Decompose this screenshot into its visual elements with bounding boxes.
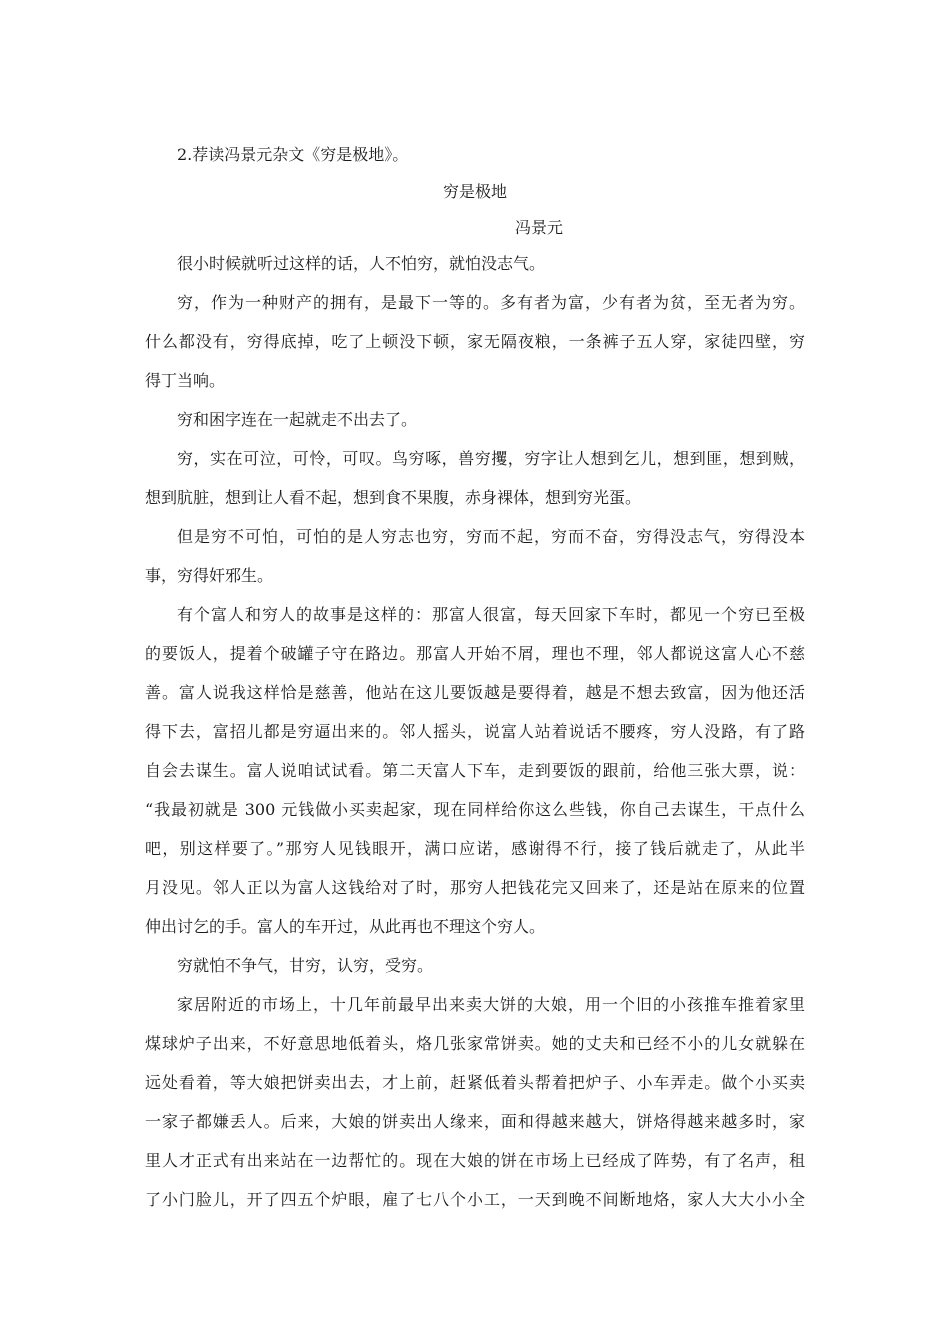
body-line: 很小时候就听过这样的话，人不怕穷，就怕没志气。 <box>177 254 546 273</box>
body-line: 一家子都嫌丢人。后来，大娘的饼卖出人缘来，面和得越来越大，饼烙得越来越多时，家 <box>145 1112 805 1131</box>
body-line: “我最初就是 300 元钱做小买卖起家，现在同样给你这么些钱，你自己去谋生，干点什么 <box>145 800 805 819</box>
body-line: 了小门脸儿，开了四五个炉眼，雇了七八个小工，一天到晚不间断地烙，家人大大小小全 <box>145 1190 805 1209</box>
body-line: 家居附近的市场上，十几年前最早出来卖大饼的大娘，用一个旧的小孩推车推着家里 <box>177 995 805 1014</box>
article-body <box>145 254 805 1210</box>
body-line: 穷，实在可泣，可怜，可叹。鸟穷啄，兽穷攫，穷字让人想到乞儿，想到匪，想到贼， <box>177 449 805 468</box>
body-line: 的要饭人，提着个破罐子守在路边。那富人开始不屑，理也不理，邻人都说这富人心不慈 <box>145 644 805 663</box>
body-line: 伸出讨乞的手。富人的车开过，从此再也不理这个穷人。 <box>145 917 546 936</box>
document-page <box>145 128 805 1210</box>
body-line: 有个富人和穷人的故事是这样的：那富人很富，每天回家下车时，都见一个穷已至极 <box>177 605 805 624</box>
body-line: 穷和困字连在一起就走不出去了。 <box>177 410 418 429</box>
body-line: 自会去谋生。富人说咱试试看。第二天富人下车，走到要饭的跟前，给他三张大票，说： <box>145 761 805 780</box>
intro-line: 2.荐读冯景元杂文《穷是极地》。 <box>177 145 409 164</box>
body-line: 善。富人说我这样恰是慈善，他站在这儿要饭越是要得着，越是不想去致富，因为他还活 <box>145 683 805 702</box>
body-line: 事，穷得奸邪生。 <box>145 566 274 585</box>
body-line: 得下去，富招儿都是穷逼出来的。邻人摇头，说富人站着说话不腰疼，穷人没路，有了路 <box>145 722 805 741</box>
article-title: 穷是极地 <box>442 182 507 201</box>
article-author: 冯景元 <box>515 218 564 237</box>
body-line: 穷，作为一种财产的拥有，是最下一等的。多有者为富，少有者为贫，至无者为穷。 <box>177 293 805 312</box>
body-line: 里人才正式有出来站在一边帮忙的。现在大娘的饼在市场上已经成了阵势，有了名声，租 <box>145 1151 805 1170</box>
body-line: 煤球炉子出来，不好意思地低着头，烙几张家常饼卖。她的丈夫和已经不小的儿女就躲在 <box>145 1034 805 1053</box>
body-line: 穷就怕不争气，甘穷，认穷，受穷。 <box>177 956 434 975</box>
body-line: 但是穷不可怕，可怕的是人穷志也穷，穷而不起，穷而不奋，穷得没志气，穷得没本 <box>177 527 805 546</box>
body-line: 远处看着，等大娘把饼卖出去，才上前，赶紧低着头帮着把炉子、小车弄走。做个小买卖 <box>145 1073 805 1092</box>
body-line: 得丁当响。 <box>145 371 226 390</box>
body-line: 月没见。邻人正以为富人这钱给对了时，那穷人把钱花完又回来了，还是站在原来的位置 <box>145 878 805 897</box>
body-line: 想到肮脏，想到让人看不起，想到食不果腹，赤身裸体，想到穷光蛋。 <box>145 488 642 507</box>
body-line: 吧，别这样要了。”那穷人见钱眼开，满口应诺，感谢得不行，接了钱后就走了，从此半 <box>145 839 805 858</box>
body-line: 什么都没有，穷得底掉，吃了上顿没下顿，家无隔夜粮，一条裤子五人穿，家徒四壁，穷 <box>145 332 805 351</box>
